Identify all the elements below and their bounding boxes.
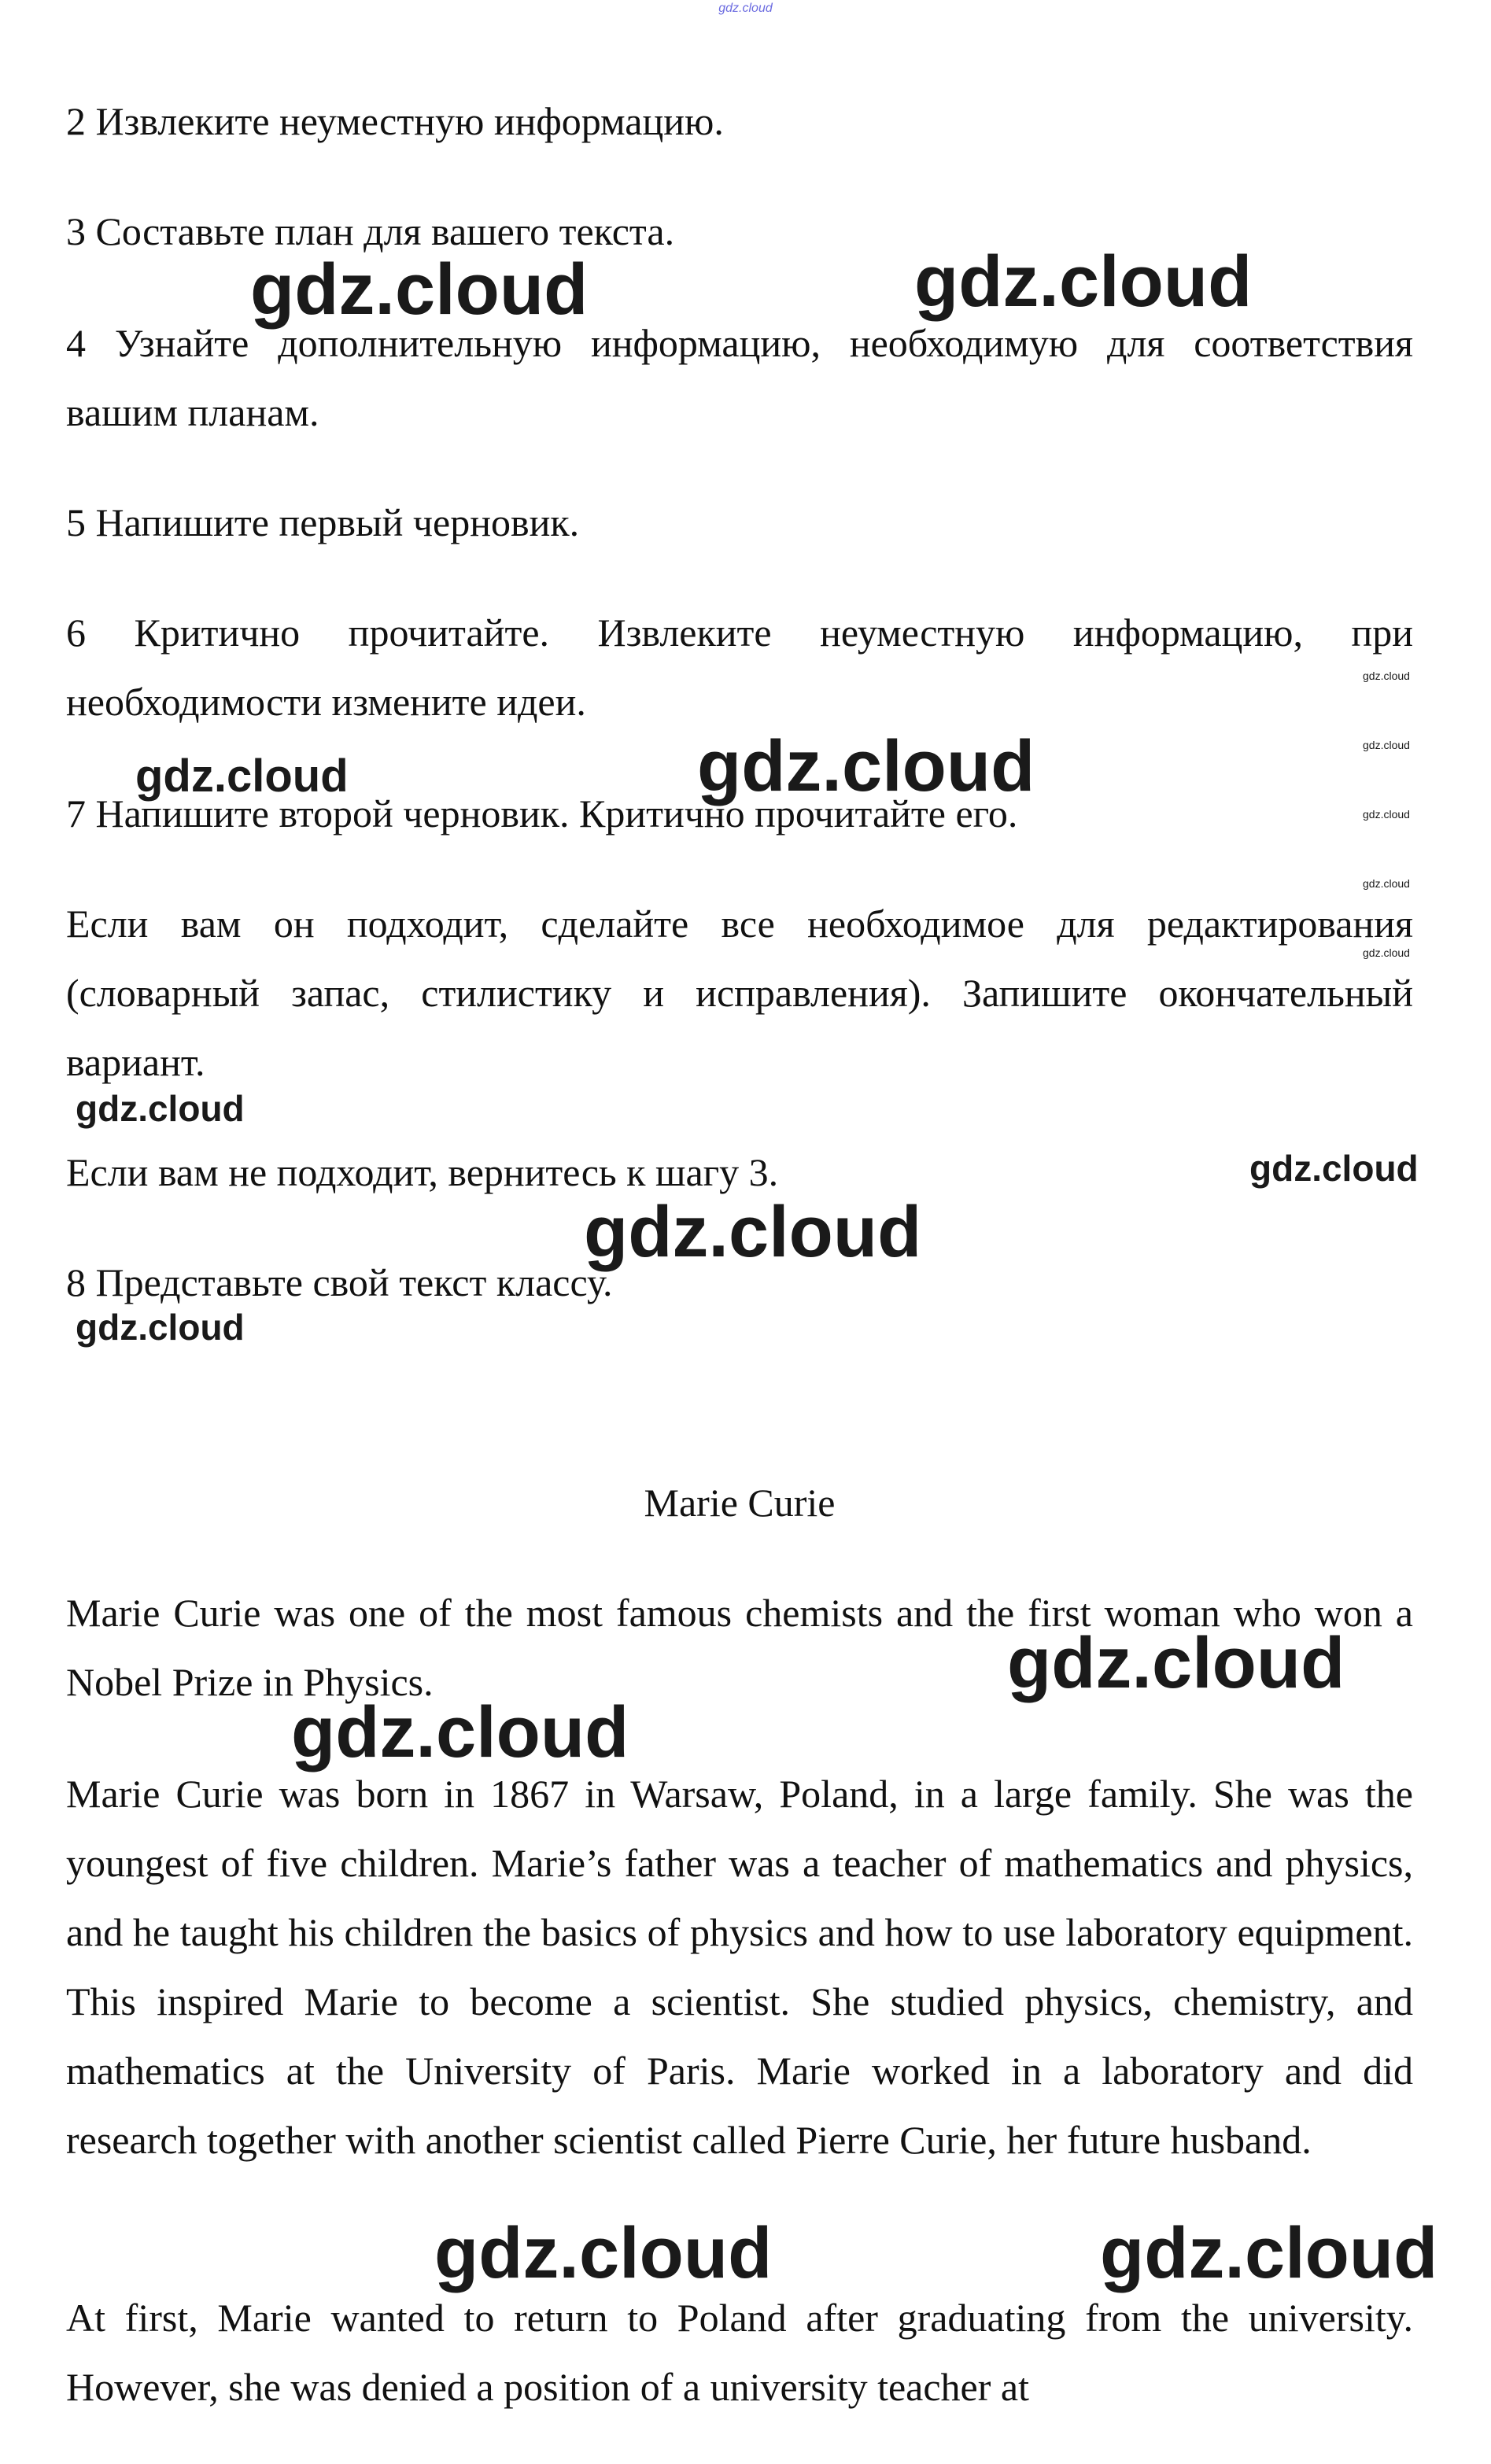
watermark: gdz.cloud xyxy=(434,2213,773,2293)
watermark: gdz.cloud xyxy=(1007,1623,1345,1703)
step-6: 6 Критично прочитайте. Извлеките неуместную информацию, при необходимости измените идеи. xyxy=(66,610,1413,724)
essay-paragraph-1: Marie Curie was one of the most famous chemists and the first woman who won a Nobel Prize in Physics. xyxy=(66,1591,1413,1704)
watermark: gdz.cloud xyxy=(697,726,1035,806)
essay-paragraph-2: Marie Curie was born in 1867 in Warsaw, Poland, in a large family. She was the youngest of five children. Marie’s father was a teacher of mathematics and physics, and he taught his children the basics of physics and how to use laboratory equipment. This inspired Marie to become a scientist. She studied physics, chemistry, and mathematics at the University of Paris. Marie worked in a laboratory and did research together with another scientist called Pierre Curie, her future husband. xyxy=(66,1772,1413,2162)
watermark: gdz.cloud xyxy=(1249,1148,1419,1189)
top-watermark: gdz.cloud xyxy=(718,2,773,15)
step-7-if-no: Если вам не подходит, вернитесь к шагу 3. xyxy=(66,1150,779,1194)
watermark: gdz.cloud xyxy=(76,1088,245,1129)
small-watermark: gdz.cloud xyxy=(1363,669,1410,682)
small-watermark: gdz.cloud xyxy=(1363,946,1410,959)
step-3: 3 Составьте план для вашего текста. xyxy=(66,209,675,253)
watermark: gdz.cloud xyxy=(76,1307,245,1348)
essay-paragraph-3: At first, Marie wanted to return to Poland after graduating from the university. However, she was denied a position of a university teacher at xyxy=(66,2296,1413,2409)
step-2: 2 Извлеките неуместную информацию. xyxy=(66,99,724,143)
step-4: 4 Узнайте дополнительную информацию, необходимую для соответствия вашим планам. xyxy=(66,321,1413,434)
watermark: gdz.cloud xyxy=(1100,2213,1438,2293)
small-watermark: gdz.cloud xyxy=(1363,808,1410,821)
watermark: gdz.cloud xyxy=(584,1192,922,1272)
small-watermark: gdz.cloud xyxy=(1363,877,1410,890)
step-5: 5 Напишите первый черновик. xyxy=(66,500,580,544)
watermark: gdz.cloud xyxy=(135,751,349,802)
watermark: gdz.cloud xyxy=(291,1692,629,1772)
essay-title: Marie Curie xyxy=(644,1481,836,1525)
step-8: 8 Представьте свой текст классу. xyxy=(66,1260,613,1304)
watermark: gdz.cloud xyxy=(914,242,1253,322)
small-watermark: gdz.cloud xyxy=(1363,739,1410,751)
watermark: gdz.cloud xyxy=(250,249,589,330)
step-7-if-yes: Если вам он подходит, сделайте все необходимое для редактирования (словарный запас, стилистику и исправления). Запишите окончательный вариант. xyxy=(66,902,1413,1084)
step-7: 7 Напишите второй черновик. Критично прочитайте его. xyxy=(66,791,1018,835)
